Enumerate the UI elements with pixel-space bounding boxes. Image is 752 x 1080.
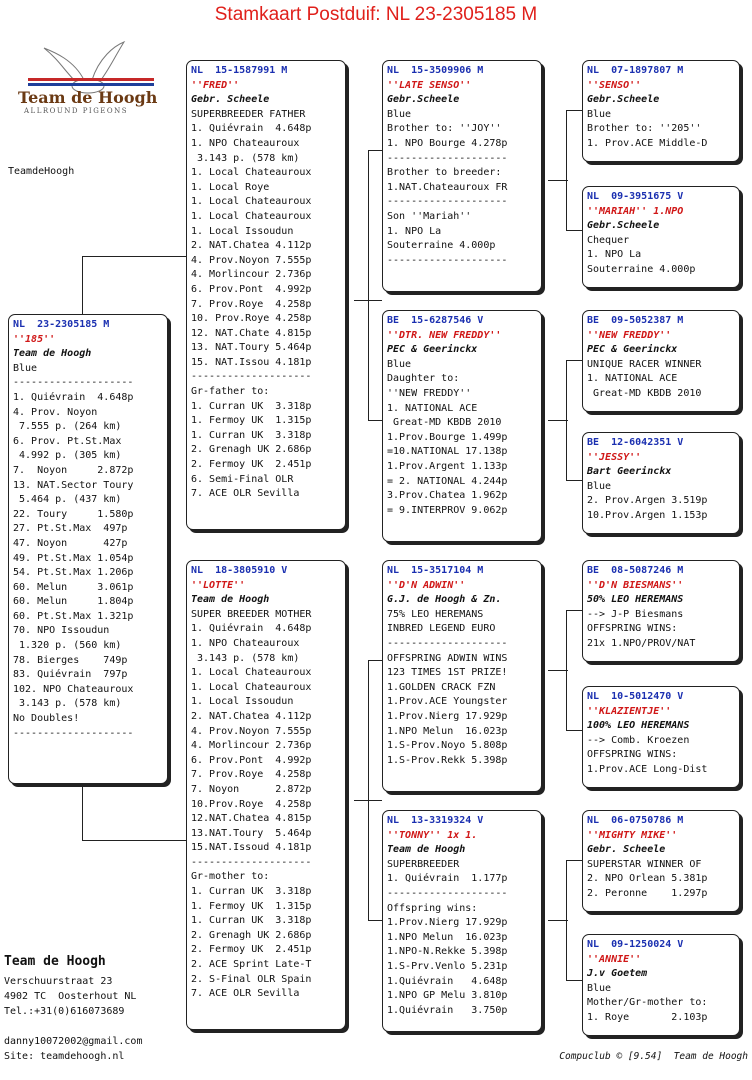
card-line: 1. NATIONAL ACE	[587, 373, 678, 385]
card-line: 1. NPO La	[587, 249, 642, 261]
card-line: Brother to: ''205''	[587, 123, 702, 135]
card-line: --------------------	[13, 727, 134, 739]
card-line: --> J-P Biesmans	[587, 608, 684, 620]
pigeon-name: ''MARIAH'' 1.NPO	[587, 205, 684, 217]
card-line: 10. Prov.Roye 4.258p	[191, 313, 312, 325]
card-line: Gr-mother to:	[191, 871, 270, 883]
card-line: INBRED LEGEND EURO	[387, 623, 496, 635]
pigeon-card-fmf	[582, 310, 740, 412]
pigeon-card-father	[186, 60, 346, 530]
breeder-name: Gebr.Scheele	[587, 220, 660, 232]
connector-line	[368, 420, 382, 421]
connector-line	[566, 610, 582, 611]
card-line: 6. Prov. Pt.St.Max	[13, 435, 122, 447]
ring-number: NL 13-3319324 V	[387, 815, 484, 826]
footer-city: 4902 TC Oosterhout NL	[4, 991, 137, 1002]
card-line: 1.Prov.Nierg 17.929p	[387, 917, 508, 929]
breeder-name: Gebr. Scheele	[191, 94, 270, 106]
card-line: 1. Local Issoudun	[191, 696, 294, 708]
connector-line	[566, 230, 582, 231]
card-line: 2. NAT.Chatea 4.112p	[191, 710, 312, 722]
footer-email[interactable]: danny10072002@gmail.com	[4, 1036, 143, 1047]
connector-line	[82, 256, 188, 257]
card-line: 54. Pt.St.Max 1.206p	[13, 567, 134, 579]
breeder-name: G.J. de Hoogh & Zn.	[387, 594, 502, 606]
card-line: = 2. NATIONAL 4.244p	[387, 475, 508, 487]
card-line: = 9.INTERPROV 9.062p	[387, 504, 508, 516]
footer-owner: Team de Hoogh	[4, 954, 106, 969]
card-line: 2. Grenagh UK 2.686p	[191, 444, 312, 456]
card-line: 1. Quiévrain 4.648p	[191, 123, 312, 135]
card-line: Brother to: ''JOY''	[387, 123, 502, 135]
pigeon-card-mmm	[582, 934, 740, 1036]
card-line: 5.464 p. (437 km)	[13, 494, 122, 506]
breeder-name: Gebr.Scheele	[587, 94, 660, 106]
card-line: 2. ACE Sprint Late-T	[191, 959, 312, 971]
card-line: Blue	[13, 362, 38, 374]
card-line: 1. Local Chateauroux	[191, 167, 312, 179]
card-line: Great-MD KBDB 2010	[587, 387, 702, 399]
card-line: 1.Prov.ACE Youngster	[387, 696, 508, 708]
card-line: SUPERBREEDER	[387, 858, 460, 870]
card-line: 1.NPO Melun 16.023p	[387, 931, 508, 943]
card-line: 10.Prov.Roye 4.258p	[191, 798, 312, 810]
card-line: 3.143 p. (578 km)	[191, 152, 300, 164]
card-line: 1. Curran UK 3.318p	[191, 429, 312, 441]
ring-number: BE 08-5087246 M	[587, 565, 684, 576]
ring-number: BE 15-6287546 V	[387, 315, 484, 326]
ring-number: NL 15-3509906 M	[387, 65, 484, 76]
card-line: --> Comb. Kroezen	[587, 734, 690, 746]
connector-line	[368, 150, 369, 420]
card-line: --------------------	[191, 856, 312, 868]
card-line: 1. Roye 2.103p	[587, 1011, 708, 1023]
card-line: 70. NPO Issoudun	[13, 625, 110, 637]
connector-line	[566, 110, 567, 230]
pigeon-card-mother	[186, 560, 346, 1030]
breeder-name: J.v Goetem	[587, 968, 648, 980]
card-line: Son ''Mariah''	[387, 210, 472, 222]
card-line: 7. Prov.Roye 4.258p	[191, 769, 312, 781]
card-line: --------------------	[387, 254, 508, 266]
ring-number: BE 09-5052387 M	[587, 315, 684, 326]
card-line: Offspring wins:	[387, 902, 478, 914]
pigeon-name: ''SENSO''	[587, 79, 642, 91]
card-line: 1.NPO-N.Rekke 5.398p	[387, 946, 508, 958]
ring-number: NL 15-3517104 M	[387, 565, 484, 576]
card-line: --------------------	[387, 196, 508, 208]
card-line: 1. Local Roye	[191, 181, 270, 193]
card-line: 49. Pt.St.Max 1.054p	[13, 552, 134, 564]
ring-number: NL 23-2305185 M	[13, 319, 110, 330]
card-line: 3.Prov.Chatea 1.962p	[387, 490, 508, 502]
software-credit: Compuclub © [9.54] Team de Hoogh	[559, 1051, 748, 1062]
pigeon-card-mother-father	[382, 560, 542, 792]
card-line: 2. Peronne 1.297p	[587, 887, 708, 899]
card-line: 1. Curran UK 3.318p	[191, 915, 312, 927]
card-line: =10.NATIONAL 17.138p	[387, 446, 508, 458]
footer-site[interactable]: Site: teamdehoogh.nl	[4, 1051, 125, 1062]
breeder-name: Gebr. Scheele	[587, 844, 666, 856]
connector-line	[566, 360, 567, 480]
pigeon-card-mfm	[582, 686, 740, 788]
connector-line	[566, 360, 582, 361]
pigeon-card-mmf	[582, 810, 740, 912]
card-line: 1.Prov.Nierg 17.929p	[387, 710, 508, 722]
card-line: 1. Local Chateauroux	[191, 210, 312, 222]
pigeon-name: ''NEW FREDDY''	[587, 329, 672, 341]
pigeon-name: ''DTR. NEW FREDDY''	[387, 329, 502, 341]
footer-phone: Tel.:+31(0)616073689	[4, 1006, 125, 1017]
ring-number: NL 07-1897807 M	[587, 65, 684, 76]
footer-address: Verschuurstraat 23	[4, 976, 113, 987]
logo-subtitle: ALLROUND PIGEONS	[24, 107, 129, 115]
breeder-name: Gebr.Scheele	[387, 94, 460, 106]
card-line: --------------------	[191, 371, 312, 383]
ring-number: NL 15-1587991 M	[191, 65, 288, 76]
card-line: Gr-father to:	[191, 386, 270, 398]
card-line: 1.GOLDEN CRACK FZN	[387, 681, 496, 693]
pigeon-name: ''TONNY'' 1x 1.	[387, 829, 478, 841]
pigeon-name: ''FRED''	[191, 79, 240, 91]
card-line: 1. Curran UK 3.318p	[191, 886, 312, 898]
pigeon-name: ''D'N BIESMANS''	[587, 579, 684, 591]
connector-line	[548, 420, 568, 421]
pigeon-name: ''MIGHTY MIKE''	[587, 829, 678, 841]
card-line: 1.Prov.ACE Long-Dist	[587, 763, 708, 775]
card-line: 1. NPO La	[387, 225, 442, 237]
card-line: 21x 1.NPO/PROV/NAT	[587, 637, 696, 649]
card-line: 1.S-Prov.Noyo 5.808p	[387, 740, 508, 752]
connector-line	[548, 920, 568, 921]
card-line: 1. NPO Bourge 4.278p	[387, 137, 508, 149]
ring-number: NL 09-1250024 V	[587, 939, 684, 950]
card-line: 4. Prov.Noyon 7.555p	[191, 254, 312, 266]
card-line: 2. Fermoy UK 2.451p	[191, 459, 312, 471]
card-line: 1. Fermoy UK 1.315p	[191, 415, 312, 427]
card-line: 27. Pt.St.Max 497p	[13, 523, 128, 535]
card-line: 7. Prov.Roye 4.258p	[191, 298, 312, 310]
page-title: Stamkaart Postduif: NL 23-2305185 M	[214, 4, 538, 25]
connector-line	[82, 256, 83, 316]
card-line: 13. NAT.Toury 5.464p	[191, 342, 312, 354]
card-line: 1. Prov.ACE Middle-D	[587, 137, 708, 149]
connector-line	[82, 784, 83, 840]
card-line: 1. Local Chateauroux	[191, 196, 312, 208]
card-line: 7. ACE OLR Sevilla	[191, 988, 300, 1000]
connector-line	[566, 480, 582, 481]
card-line: 1.NPO GP Melu 3.810p	[387, 990, 508, 1002]
pigeon-name: ''LOTTE''	[191, 579, 246, 591]
card-line: No Doubles!	[13, 713, 80, 725]
card-line: Blue	[387, 358, 412, 370]
pigeon-name: ''ANNIE''	[587, 953, 642, 965]
ring-number: NL 18-3805910 V	[191, 565, 288, 576]
card-line: 4. Prov. Noyon	[13, 406, 98, 418]
ring-number: BE 12-6042351 V	[587, 437, 684, 448]
card-line: 1. Quiévrain 1.177p	[387, 873, 508, 885]
card-line: UNIQUE RACER WINNER	[587, 358, 702, 370]
ring-number: NL 09-3951675 V	[587, 191, 684, 202]
breeder-name: Team de Hoogh	[191, 594, 270, 606]
breeder-name: Bart Geerinckx	[587, 466, 672, 478]
card-line: 1.S-Prv.Venlo 5.231p	[387, 960, 508, 972]
pigeon-card-father-mother	[382, 310, 542, 542]
card-line: 6. Prov.Pont 4.992p	[191, 283, 312, 295]
connector-line	[566, 610, 567, 730]
card-line: 1. Local Chateauroux	[191, 681, 312, 693]
card-line: 102. NPO Chateauroux	[13, 683, 134, 695]
card-line: 15.NAT.Issoud 4.181p	[191, 842, 312, 854]
logo-name: Team de Hoogh	[18, 88, 158, 107]
card-line: 1.S-Prov.Rekk 5.398p	[387, 754, 508, 766]
breeder-name: Team de Hoogh	[13, 348, 92, 360]
card-line: ''NEW FREDDY''	[387, 387, 472, 399]
connector-line	[368, 660, 382, 661]
pigeon-card-father-father	[382, 60, 542, 292]
connector-line	[566, 110, 582, 111]
card-line: 3.143 p. (578 km)	[13, 698, 122, 710]
ring-number: NL 10-5012470 V	[587, 691, 684, 702]
breeder-name: PEC & Geerinckx	[387, 344, 478, 356]
card-line: 1. Local Issoudun	[191, 225, 294, 237]
card-line: 1.Prov.Argent 1.133p	[387, 460, 508, 472]
connector-line	[566, 980, 582, 981]
card-line: 2. Prov.Argen 3.519p	[587, 495, 708, 507]
card-line: 1. Curran UK 3.318p	[191, 400, 312, 412]
card-line: 1. Fermoy UK 1.315p	[191, 900, 312, 912]
card-line: 7. ACE OLR Sevilla	[191, 488, 300, 500]
card-line: --------------------	[387, 152, 508, 164]
pigeon-card-fff	[582, 60, 740, 162]
card-line: 1. NPO Chateauroux	[191, 137, 300, 149]
card-line: 15. NAT.Issou 4.181p	[191, 356, 312, 368]
card-line: Blue	[587, 982, 612, 994]
pigeon-card-fmm	[582, 432, 740, 534]
pigeon-name: ''KLAZIENTJE''	[587, 705, 672, 717]
card-line: 13. NAT.Sector Toury	[13, 479, 134, 491]
breeder-name: 100% LEO HEREMANS	[587, 720, 690, 732]
card-line: 123 TIMES 1ST PRIZE!	[387, 667, 508, 679]
pigeon-name: ''D'N ADWIN''	[387, 579, 466, 591]
breeder-name: 50% LEO HEREMANS	[587, 594, 684, 606]
connector-line	[368, 920, 382, 921]
card-line: Blue	[587, 480, 612, 492]
card-line: 2. NAT.Chatea 4.112p	[191, 240, 312, 252]
card-line: 6. Prov.Pont 4.992p	[191, 754, 312, 766]
card-line: Mother/Gr-mother to:	[587, 997, 708, 1009]
connector-line	[548, 670, 568, 671]
card-line: Daughter to:	[387, 373, 460, 385]
card-line: 78. Bierges 749p	[13, 654, 128, 666]
card-line: 60. Melun 1.804p	[13, 596, 134, 608]
ring-number: NL 06-0750786 M	[587, 815, 684, 826]
connector-line	[566, 860, 567, 980]
connector-line	[566, 730, 582, 731]
card-line: 12.NAT.Chatea 4.815p	[191, 813, 312, 825]
card-line: 1. Local Chateauroux	[191, 667, 312, 679]
card-line: 1.Quiévrain 4.648p	[387, 975, 508, 987]
pigeon-name: ''185''	[13, 333, 56, 345]
connector-line	[566, 860, 582, 861]
card-line: Souterraine 4.000p	[587, 263, 696, 275]
card-line: OFFSPRING ADWIN WINS	[387, 652, 508, 664]
card-line: 2. Grenagh UK 2.686p	[191, 929, 312, 941]
card-line: 2. S-Final OLR Spain	[191, 973, 312, 985]
card-line: 1.Prov.Bourge 1.499p	[387, 431, 508, 443]
card-line: 1. Quiévrain 4.648p	[13, 391, 134, 403]
connector-line	[548, 180, 568, 181]
card-line: 4.992 p. (305 km)	[13, 450, 122, 462]
card-line: 4. Prov.Noyon 7.555p	[191, 725, 312, 737]
card-line: 1.Quiévrain 3.750p	[387, 1004, 508, 1016]
card-line: 13.NAT.Toury 5.464p	[191, 827, 312, 839]
card-line: 7. Noyon 2.872p	[13, 464, 134, 476]
card-line: 4. Morlincour 2.736p	[191, 740, 312, 752]
connector-line	[368, 150, 382, 151]
pigeon-card-main	[8, 314, 168, 784]
card-line: 10.Prov.Argen 1.153p	[587, 509, 708, 521]
card-line: 1. NATIONAL ACE	[387, 402, 478, 414]
card-line: 7. Noyon 2.872p	[191, 783, 312, 795]
card-line: 12. NAT.Chate 4.815p	[191, 327, 312, 339]
connector-line	[82, 840, 188, 841]
pigeon-name: ''LATE SENSO''	[387, 79, 472, 91]
card-line: 6. Semi-Final OLR	[191, 473, 294, 485]
card-line: 60. Melun 3.061p	[13, 581, 134, 593]
card-line: --------------------	[387, 637, 508, 649]
card-line: OFFSPRING WINS:	[587, 749, 678, 761]
card-line: 1.NAT.Chateauroux FR	[387, 181, 508, 193]
card-line: 3.143 p. (578 km)	[191, 652, 300, 664]
card-line: SUPERSTAR WINNER OF	[587, 858, 702, 870]
card-line: 83. Quiévrain 797p	[13, 669, 128, 681]
card-line: 75% LEO HEREMANS	[387, 608, 484, 620]
card-line: Blue	[587, 108, 612, 120]
card-line: 47. Noyon 427p	[13, 537, 128, 549]
card-line: 2. Fermoy UK 2.451p	[191, 944, 312, 956]
pigeon-card-mother-mother	[382, 810, 542, 1032]
card-line: --------------------	[387, 887, 508, 899]
card-line: 7.555 p. (264 km)	[13, 421, 122, 433]
side-label: TeamdeHoogh	[8, 166, 75, 177]
card-line: Blue	[387, 108, 412, 120]
card-line: OFFSPRING WINS:	[587, 623, 678, 635]
card-line: 1.NPO Melun 16.023p	[387, 725, 508, 737]
pigeon-card-ffm	[582, 186, 740, 288]
card-line: --------------------	[13, 377, 134, 389]
card-line: 1. NPO Chateauroux	[191, 637, 300, 649]
card-line: Souterraine 4.000p	[387, 240, 496, 252]
card-line: Chequer	[587, 234, 630, 246]
pigeon-card-mff	[582, 560, 740, 662]
breeder-name: PEC & Geerinckx	[587, 344, 678, 356]
card-line: Brother to breeder:	[387, 167, 502, 179]
card-line: 2. NPO Orlean 5.381p	[587, 873, 708, 885]
card-line: Great-MD KBDB 2010	[387, 417, 502, 429]
card-line: 1. Quiévrain 4.648p	[191, 623, 312, 635]
pigeon-name: ''JESSY''	[587, 451, 642, 463]
card-line: 4. Morlincour 2.736p	[191, 269, 312, 281]
connector-line	[368, 660, 369, 920]
card-line: 22. Toury 1.580p	[13, 508, 134, 520]
card-line: SUPERBREEDER FATHER	[191, 108, 306, 120]
card-line: SUPER BREEDER MOTHER	[191, 608, 312, 620]
breeder-name: Team de Hoogh	[387, 844, 466, 856]
card-line: 60. Pt.St.Max 1.321p	[13, 610, 134, 622]
card-line: 1.320 p. (560 km)	[13, 640, 122, 652]
